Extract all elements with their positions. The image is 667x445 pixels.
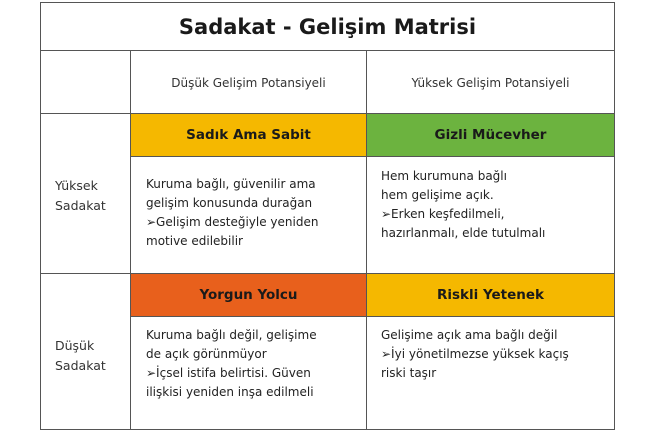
divider xyxy=(131,316,614,317)
matrix-title: Sadakat - Gelişim Matrisi xyxy=(41,3,614,51)
quadrant-title-sadik-ama-sabit: Sadık Ama Sabit xyxy=(131,114,366,156)
matrix-table xyxy=(40,2,615,430)
quadrant-line: riski taşır xyxy=(381,366,437,380)
row-header-line: Düşük xyxy=(55,338,95,353)
quadrant-line: motive edilebilir xyxy=(146,234,243,248)
quadrant-line: ➢Erken keşfedilmeli, xyxy=(381,207,505,221)
quadrant-line: Kuruma bağlı, güvenilir ama xyxy=(146,177,316,191)
divider xyxy=(131,156,614,157)
quadrant-line: Kuruma bağlı değil, gelişime xyxy=(146,328,317,342)
row-header-low-loyalty xyxy=(55,336,130,376)
column-header-high-potential: Yüksek Gelişim Potansiyeli xyxy=(411,75,570,90)
quadrant-title-gizli-mucevher: Gizli Mücevher xyxy=(367,114,614,156)
row-header-line: Yüksek xyxy=(55,178,98,193)
quadrant-line: hem gelişime açık. xyxy=(381,188,494,202)
quadrant-line: Hem kurumuna bağlı xyxy=(381,169,507,183)
row-header-line: Sadakat xyxy=(55,358,106,373)
quadrant-line: ➢İçsel istifa belirtisi. Güven xyxy=(146,366,311,380)
quadrant-line: Gelişime açık ama bağlı değil xyxy=(381,328,558,342)
quadrant-line: ➢İyi yönetilmezse yüksek kaçış xyxy=(381,347,569,361)
column-header-low-potential: Düşük Gelişim Potansiyeli xyxy=(171,75,326,90)
quadrant-title-yorgun-yolcu: Yorgun Yolcu xyxy=(131,274,366,316)
quadrant-line: de açık görünmüyor xyxy=(146,347,267,361)
quadrant-line: ilişkisi yeniden inşa edilmeli xyxy=(146,385,314,399)
quadrant-body-yorgun-yolcu xyxy=(146,326,366,402)
quadrant-body-sadik-ama-sabit xyxy=(146,175,366,251)
quadrant-title-riskli-yetenek: Riskli Yetenek xyxy=(367,274,614,316)
quadrant-line: ➢Gelişim desteğiyle yeniden xyxy=(146,215,319,229)
row-header-high-loyalty xyxy=(55,176,130,216)
quadrant-body-gizli-mucevher xyxy=(381,167,611,243)
quadrant-line: hazırlanmalı, elde tutulmalı xyxy=(381,226,546,240)
row-header-line: Sadakat xyxy=(55,198,106,213)
quadrant-line: gelişim konusunda durağan xyxy=(146,196,313,210)
quadrant-body-riskli-yetenek xyxy=(381,326,611,383)
